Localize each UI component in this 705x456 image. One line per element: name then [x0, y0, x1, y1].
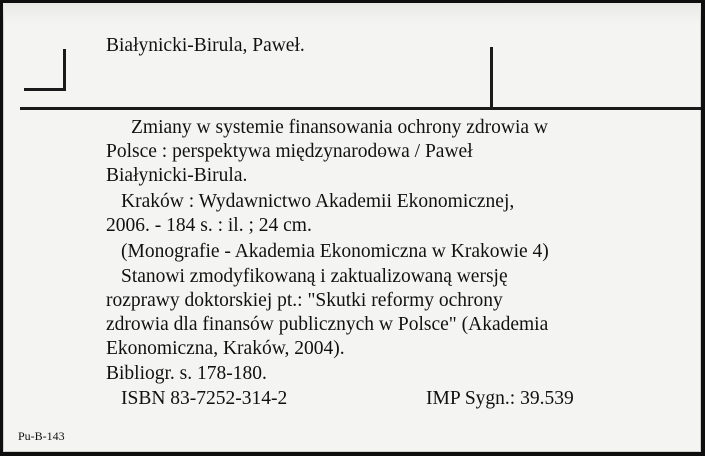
- author-heading: Białynicki-Birula, Paweł.: [106, 35, 305, 56]
- note-line-2: rozprawy doktorskiej pt.: "Skutki reformy ochrony: [106, 290, 503, 311]
- vertical-rule: [490, 47, 493, 108]
- bibliography-note: Bibliogr. s. 178-180.: [106, 363, 267, 384]
- corner-mark-horizontal: [24, 88, 66, 91]
- corner-mark-vertical: [63, 49, 66, 91]
- series-statement: (Monografie - Akademia Ekonomiczna w Krakowie 4): [121, 241, 549, 262]
- note-line-3: zdrowia dla finansów publicznych w Polsce" (Akademia: [106, 314, 549, 335]
- publication-line-2: 2006. - 184 s. : il. ; 24 cm.: [106, 215, 312, 236]
- note-line-4: Ekonomiczna, Kraków, 2004).: [106, 338, 345, 359]
- call-number: IMP Sygn.: 39.539: [426, 388, 574, 409]
- note-line-1: Stanowi zmodyfikowaną i zaktualizowaną wersję: [121, 266, 508, 287]
- catalog-card: [3, 3, 701, 452]
- card-code: Pu-B-143: [18, 429, 65, 443]
- horizontal-rule: [20, 107, 701, 110]
- title-line-2: Polsce : perspektywa międzynarodowa / Paweł: [106, 141, 473, 162]
- isbn: ISBN 83-7252-314-2: [121, 388, 288, 409]
- publication-line-1: Kraków : Wydawnictwo Akademii Ekonomicznej,: [121, 191, 515, 212]
- title-line-3: Białynicki-Birula.: [106, 165, 248, 186]
- title-line-1: Zmiany w systemie finansowania ochrony zdrowia w: [131, 117, 548, 138]
